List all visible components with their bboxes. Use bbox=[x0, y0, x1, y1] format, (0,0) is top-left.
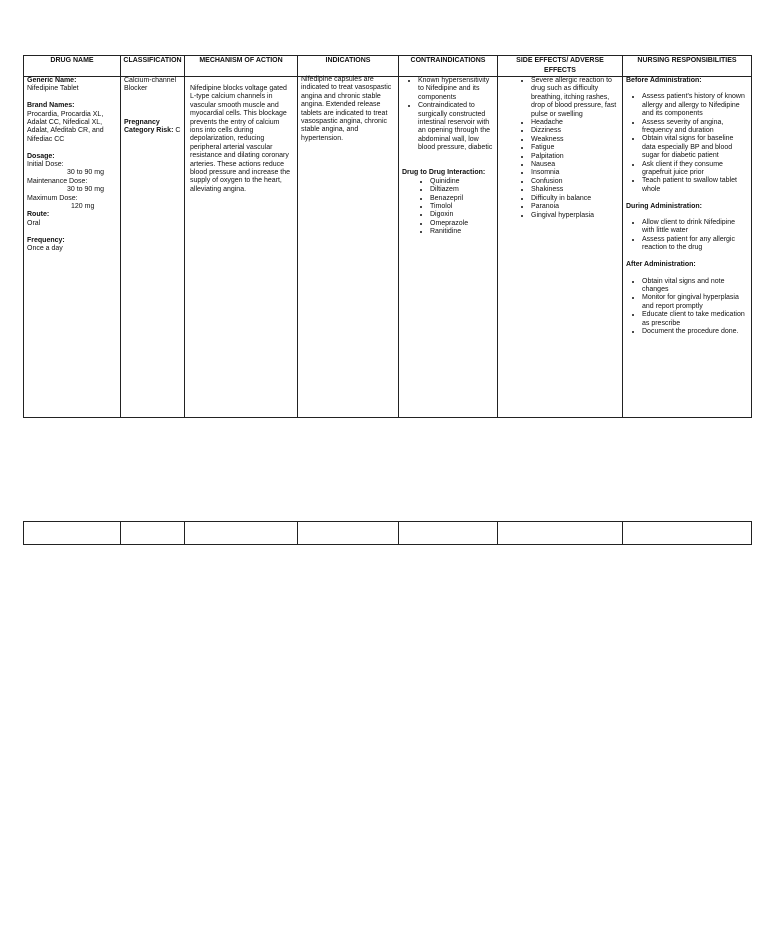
list-item: • Headache bbox=[531, 119, 619, 127]
maintenance-dose-label: Maintenance Dose: bbox=[27, 177, 88, 185]
frequency-label: Frequency: bbox=[27, 236, 65, 244]
indications-cell bbox=[298, 77, 399, 418]
list-item: • Obtain vital signs and note changes bbox=[642, 278, 748, 295]
route-value: Oral bbox=[27, 219, 41, 227]
empty-cell bbox=[498, 522, 623, 545]
list-item: • Severe allergic reaction to drug such as difficulty breathing, itching rashes, drop of blood pressure, fast pulse or swelling bbox=[531, 77, 619, 119]
list-item: • Ask client if they consume grapefruit juice prior bbox=[642, 161, 748, 178]
after-label: After Administration: bbox=[626, 261, 696, 269]
indications-text: Nifedipine capsules are indicated to treat vasospastic angina and chronic stable angina. Extended release tablets are indicated to treat vasospastic angina, chronic stable angina, and hypertension. bbox=[301, 76, 392, 142]
list-item: • Known hypersensitivity to Nifedipine and its components bbox=[418, 77, 494, 102]
empty-row bbox=[24, 522, 752, 545]
empty-cell bbox=[623, 522, 752, 545]
list-item: • Monitor for gingival hyperplasia and report promptly bbox=[642, 294, 748, 311]
contraindications-cell bbox=[399, 77, 498, 418]
empty-cell bbox=[121, 522, 185, 545]
list-item: • Timolol bbox=[430, 203, 494, 211]
dosage-label: Dosage: bbox=[27, 152, 55, 160]
pregnancy-category bbox=[124, 119, 181, 136]
brand-label: Brand Names: bbox=[27, 102, 75, 110]
list-item: • Diltiazem bbox=[430, 186, 494, 194]
brand-value: Procardia, Procardia XL, Adalat CC, Nifedical XL, Adalat, Afeditab CR, and Nifediac CC bbox=[27, 110, 104, 143]
pregnancy-label: Pregnancy Category Risk: bbox=[124, 118, 174, 135]
mechanism-text: Nifedipine blocks voltage gated L-type calcium channels in vascular smooth muscle and myocardial cells. This blockage prevents the entry of calcium ions into cells during depolarization, reducing peripheral arterial vascular resistance and dilating coronary arteries. These actions reduce blood pressure and increase the supply of oxygen to the heart, alleviating angina. bbox=[190, 85, 291, 193]
frequency-value: Once a day bbox=[27, 245, 63, 253]
empty-cell bbox=[298, 522, 399, 545]
header-indications: INDICATIONS bbox=[298, 56, 399, 77]
list-item: • Gingival hyperplasia bbox=[531, 212, 619, 220]
list-item: • Shakiness bbox=[531, 186, 619, 194]
side-effects-list bbox=[501, 77, 619, 220]
list-item: • Allow client to drink Nifedipine with little water bbox=[642, 219, 748, 236]
mechanism-cell bbox=[185, 77, 298, 418]
list-item: • Dizziness bbox=[531, 127, 619, 135]
list-item: • Nausea bbox=[531, 161, 619, 169]
during-list bbox=[626, 219, 748, 253]
after-list bbox=[626, 278, 748, 337]
list-item: • Document the procedure done. bbox=[642, 328, 748, 336]
list-item: • Weakness bbox=[531, 136, 619, 144]
interaction-label: Drug to Drug Interaction: bbox=[402, 169, 486, 177]
list-item: • Ranitidine bbox=[430, 228, 494, 236]
list-item: • Educate client to take medication as prescribe bbox=[642, 311, 748, 328]
initial-dose-label: Initial Dose: bbox=[27, 161, 64, 169]
initial-dose-value: 30 to 90 mg bbox=[67, 169, 104, 177]
maximum-dose-value: 120 mg bbox=[71, 203, 95, 211]
list-item: • Confusion bbox=[531, 178, 619, 186]
maximum-dose-label: Maximum Dose: bbox=[27, 194, 78, 202]
during-label: During Administration: bbox=[626, 202, 702, 210]
list-item: • Quinidine bbox=[430, 178, 494, 186]
before-label: Before Administration: bbox=[626, 77, 702, 84]
list-item: • Contraindicated to surgically constructed intestinal reservoir with an opening through the abdominal wall, low blood pressure, diabetic bbox=[418, 102, 494, 152]
empty-cell bbox=[399, 522, 498, 545]
header-drug-name: DRUG NAME bbox=[24, 56, 121, 77]
list-item: • Difficulty in balance bbox=[531, 195, 619, 203]
empty-table bbox=[23, 521, 752, 545]
list-item: • Assess severity of angina, frequency and duration bbox=[642, 119, 748, 136]
header-classification: CLASSIFICATION bbox=[121, 56, 185, 77]
header-row bbox=[24, 56, 752, 77]
list-item: • Insomnia bbox=[531, 169, 619, 177]
generic-label: Generic Name: bbox=[27, 77, 77, 84]
empty-cell bbox=[24, 522, 121, 545]
header-contraindications: CONTRAINDICATIONS bbox=[399, 56, 498, 77]
list-item: • Obtain vital signs for baseline data especially BP and blood sugar for diabetic patient bbox=[642, 135, 748, 160]
classification-cell bbox=[121, 77, 185, 418]
drug-study-table bbox=[23, 55, 752, 418]
list-item: • Omeprazole bbox=[430, 220, 494, 228]
side-effects-cell bbox=[498, 77, 623, 418]
list-item: • Assess patient for any allergic reaction to the drug bbox=[642, 236, 748, 253]
list-item: • Paranoia bbox=[531, 203, 619, 211]
nursing-cell bbox=[623, 77, 752, 418]
list-item: • Teach patient to swallow tablet whole bbox=[642, 177, 748, 194]
header-side-effects: SIDE EFFECTS/ ADVERSE EFFECTS bbox=[498, 56, 623, 77]
list-item: • Benazepril bbox=[430, 195, 494, 203]
classification-value: Calcium-channel Blocker bbox=[124, 77, 177, 93]
list-item: • Palpitation bbox=[531, 153, 619, 161]
list-item: • Fatigue bbox=[531, 144, 619, 152]
contraindications-list bbox=[402, 77, 494, 153]
list-item: • Digoxin bbox=[430, 211, 494, 219]
before-list bbox=[626, 93, 748, 194]
list-item: • Assess patient's history of known allergy and allergy to Nifedipine and its components bbox=[642, 93, 748, 118]
interactions-list bbox=[402, 178, 494, 237]
header-nursing: NURSING RESPONSIBILITIES bbox=[623, 56, 752, 77]
pregnancy-value: C bbox=[175, 127, 181, 135]
header-mechanism: MECHANISM OF ACTION bbox=[185, 56, 298, 77]
generic-value: Nifedipine Tablet bbox=[27, 85, 79, 93]
maintenance-dose-value: 30 to 90 mg bbox=[67, 186, 104, 194]
drug-name-cell bbox=[24, 77, 121, 418]
table-row bbox=[24, 77, 752, 418]
route-label: Route: bbox=[27, 211, 50, 219]
empty-cell bbox=[185, 522, 298, 545]
